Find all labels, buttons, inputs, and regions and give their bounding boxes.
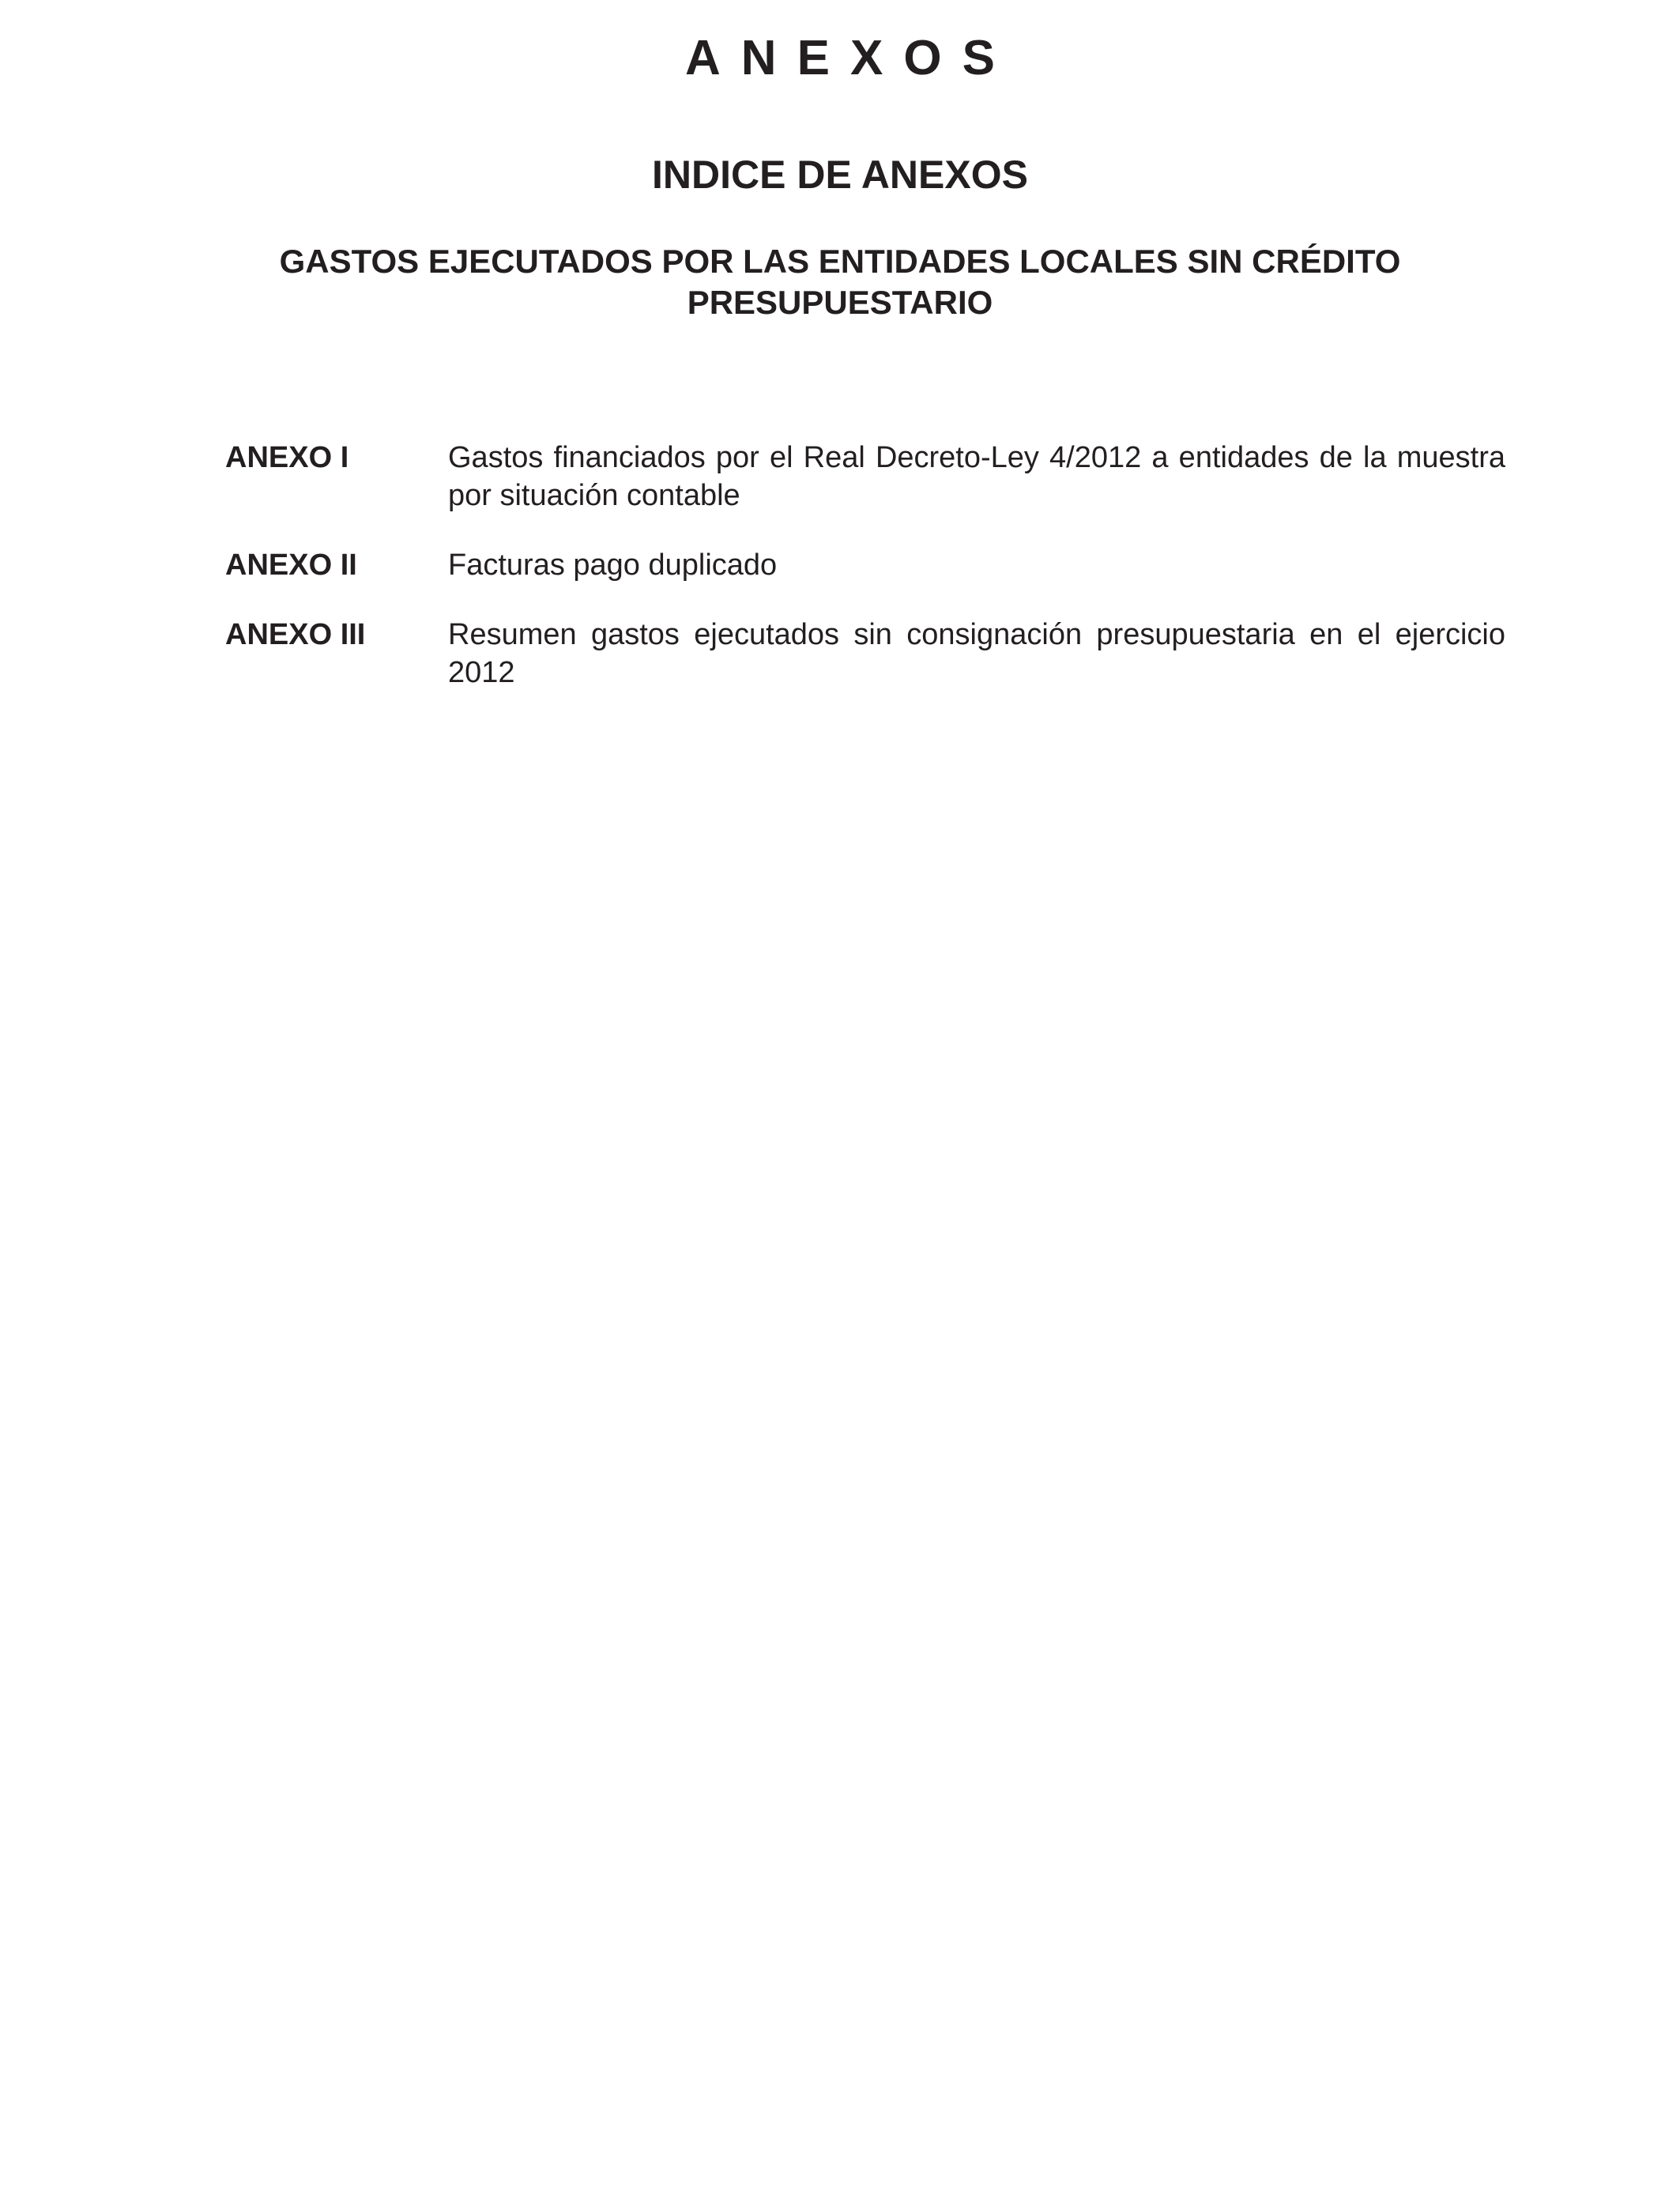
- section-subtitle: GASTOS EJECUTADOS POR LAS ENTIDADES LOCALES SIN CRÉDITO PRESUPUESTARIO: [279, 243, 1401, 321]
- annex-description: Gastos financiados por el Real Decreto-Ley 4/2012 a entidades de la muestra por situación contable: [448, 441, 1505, 512]
- annex-entry-3: [225, 616, 1505, 692]
- annex-label: ANEXO I: [225, 441, 349, 474]
- annex-entry-2: [225, 546, 1505, 584]
- annex-description: Resumen gastos ejecutados sin consignación presupuestaria en el ejercicio 2012: [448, 618, 1505, 689]
- annex-index-list: [225, 439, 1505, 723]
- annex-label: ANEXO II: [225, 548, 357, 582]
- annex-entry-1: [225, 439, 1505, 515]
- annex-description: Facturas pago duplicado: [448, 548, 778, 582]
- annex-label: ANEXO III: [225, 618, 366, 651]
- index-title: INDICE DE ANEXOS: [651, 153, 1028, 197]
- page-title: ANEXOS: [684, 31, 1016, 85]
